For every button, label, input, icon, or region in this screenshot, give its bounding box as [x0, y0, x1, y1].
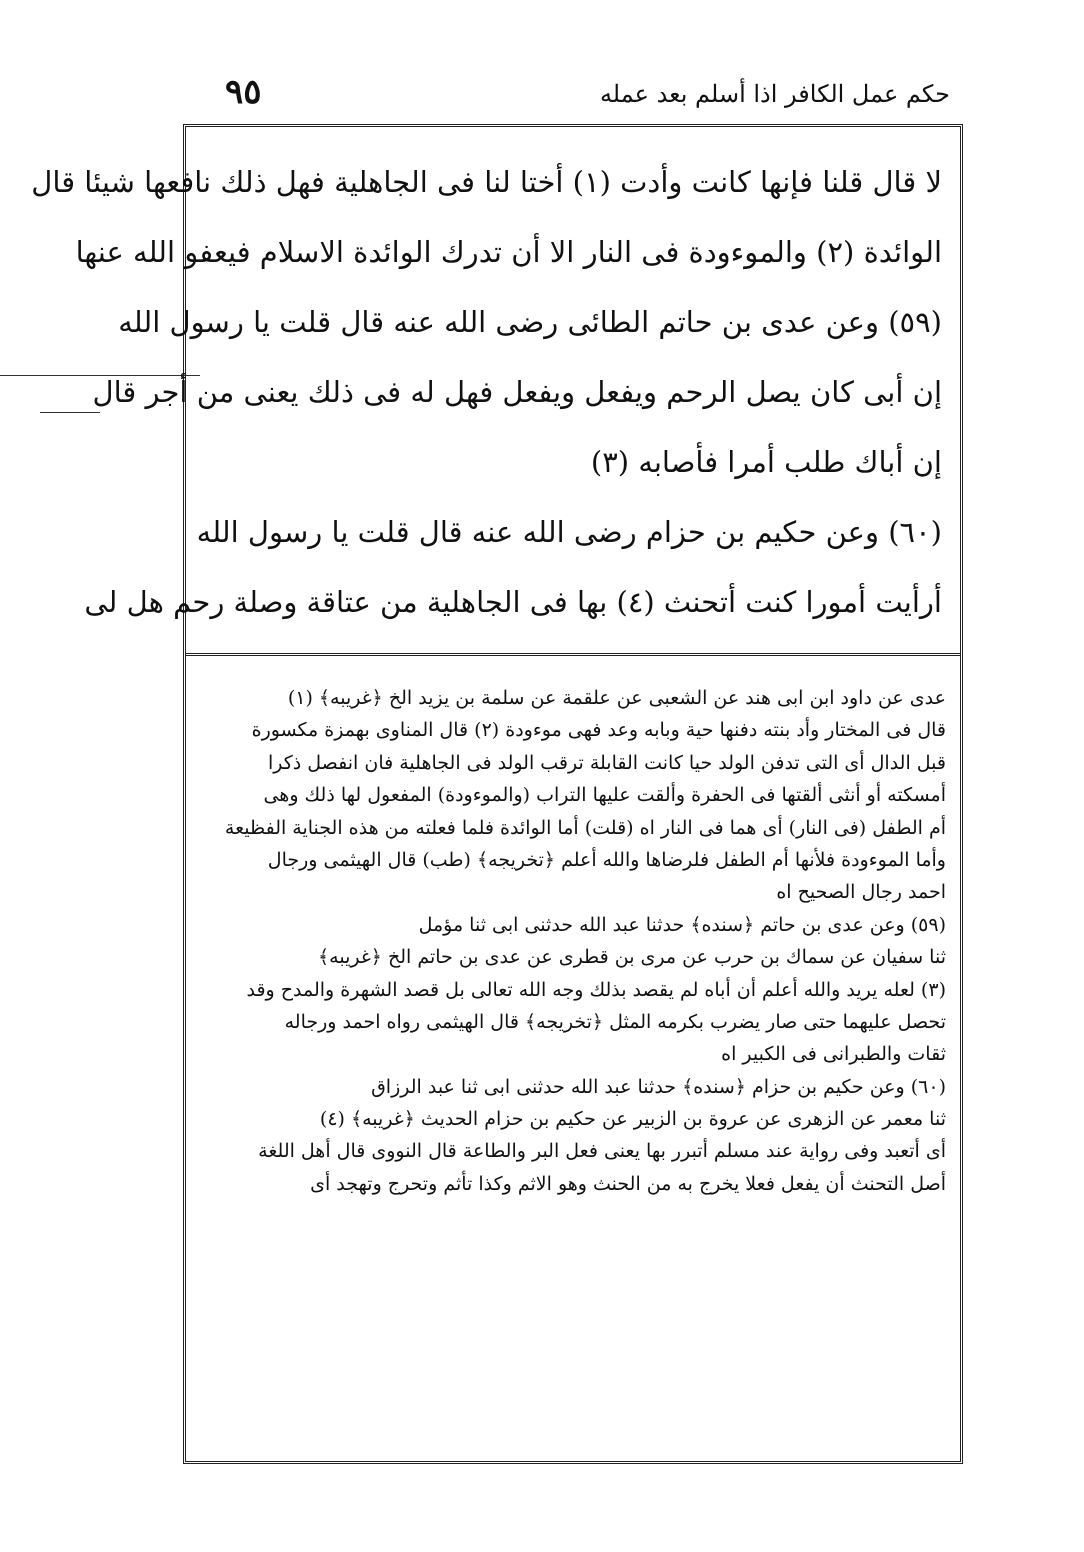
main-text-line: إن أبى كان يصل الرحم ويفعل ويفعل فهل له فى ذلك يعنى من أجر قال: [92, 375, 942, 409]
footnote-line: عدى عن داود ابن ابى هند عن الشعبى عن علقمة عن سلمة بن يزيد الخ ﴿غريبه﴾ (١): [287, 687, 946, 709]
footnote-line: قبل الدال أى التى تدفن الولد حيا كانت القابلة ترقب الولد فى الجاهلية فان انفصل ذكرا: [267, 751, 946, 774]
footnote-line: (٥٩) وعن عدى بن حاتم ﴿سنده﴾ حدثنا عبد الله حدثنى ابى ثنا مؤمل: [418, 913, 946, 936]
text-frame: [31, 124, 963, 1464]
running-title: حكم عمل الكافر اذا أسلم بعد عمله: [599, 80, 950, 108]
main-text-line: أرأيت أمورا كنت أتحنث (٤) بها فى الجاهلية من عتاقة وصلة رحم هل لى: [84, 585, 942, 619]
commentary-footnotes: [200, 682, 946, 1200]
main-hadith-text: [31, 147, 942, 637]
main-text-line: (٦٠) وعن حكيم بن حزام رضى الله عنه قال قلت يا رسول الله: [196, 515, 942, 549]
stray-pen-line: [40, 412, 100, 413]
footnote-line: أصل التحنث أن يفعل فعلا يخرج به من الحنث وهو الاثم وكذا تأثم وتحرج وتهجد أى: [310, 1172, 946, 1195]
footnote-line: ثنا معمر عن الزهرى عن عروة بن الزبير عن حكيم بن حزام الحديث ﴿غريبه﴾ (٤): [319, 1108, 946, 1131]
footnote-line: (٦٠) وعن حكيم بن حزام ﴿سنده﴾ حدثنا عبد الله حدثنى ابى ثنا عبد الرزاق: [371, 1075, 946, 1098]
footnote-line: ثنا سفيان عن سماك بن حرب عن مرى بن قطرى عن عدى بن حاتم الخ ﴿غريبه﴾: [318, 946, 946, 969]
footnote-line: احمد رجال الصحيح اه: [776, 881, 946, 904]
footnote-line: وأما الموءودة فلأنها أم الطفل فلرضاها والله أعلم ﴿تخريجه﴾ (طب) قال الهيثمى ورجال: [267, 848, 946, 871]
main-text-line: الوائدة (٢) والموءودة فى النار الا أن تدرك الوائدة الاسلام فيعفو الله عنها: [75, 235, 942, 269]
footnote-line: تحصل عليهما حتى صار يضرب بكرمه المثل ﴿تخريجه﴾ قال الهيثمى رواه احمد ورجاله: [284, 1010, 946, 1033]
page-header: [190, 72, 960, 122]
footnote-line: (٣) لعله يريد والله أعلم أن أباه لم يقصد بذلك وجه الله تعالى بل قصد الشهرة والمدح وقد: [246, 978, 946, 1001]
footnote-line: قال فى المختار وأد بنته دفنها حية وبابه وعد فهى موءودة (٢) قال المناوى بهمزة مكسورة: [251, 719, 946, 742]
footnote-line: ثقات والطبرانى فى الكبير اه: [721, 1043, 946, 1066]
footnote-line: أم الطفل (فى النار) أى هما فى النار اه (قلت) أما الوائدة فلما فعلته من هذه الجناية الفظيعة: [224, 816, 946, 839]
main-text-line: لا قال قلنا فإنها كانت وأدت (١) أختا لنا فى الجاهلية فهل ذلك نافعها شيئا قال: [31, 165, 942, 199]
main-text-line: (٥٩) وعن عدى بن حاتم الطائى رضى الله عنه قال قلت يا رسول الله: [118, 305, 942, 339]
footnote-line: أمسكته أو أنثى ألقتها فى الحفرة وألقت عليها التراب (والموءودة) المفعول لها ذلك وهى: [263, 784, 946, 807]
page-number: ٩٥: [225, 72, 262, 112]
section-divider: [186, 653, 960, 656]
footnote-line: أى أتعبد وفى رواية عند مسلم أتبرر بها يعنى فعل البر والطاعة قال النووى قال أهل اللغة: [258, 1140, 946, 1163]
main-text-line: إن أباك طلب أمرا فأصابه (٣): [590, 445, 942, 479]
